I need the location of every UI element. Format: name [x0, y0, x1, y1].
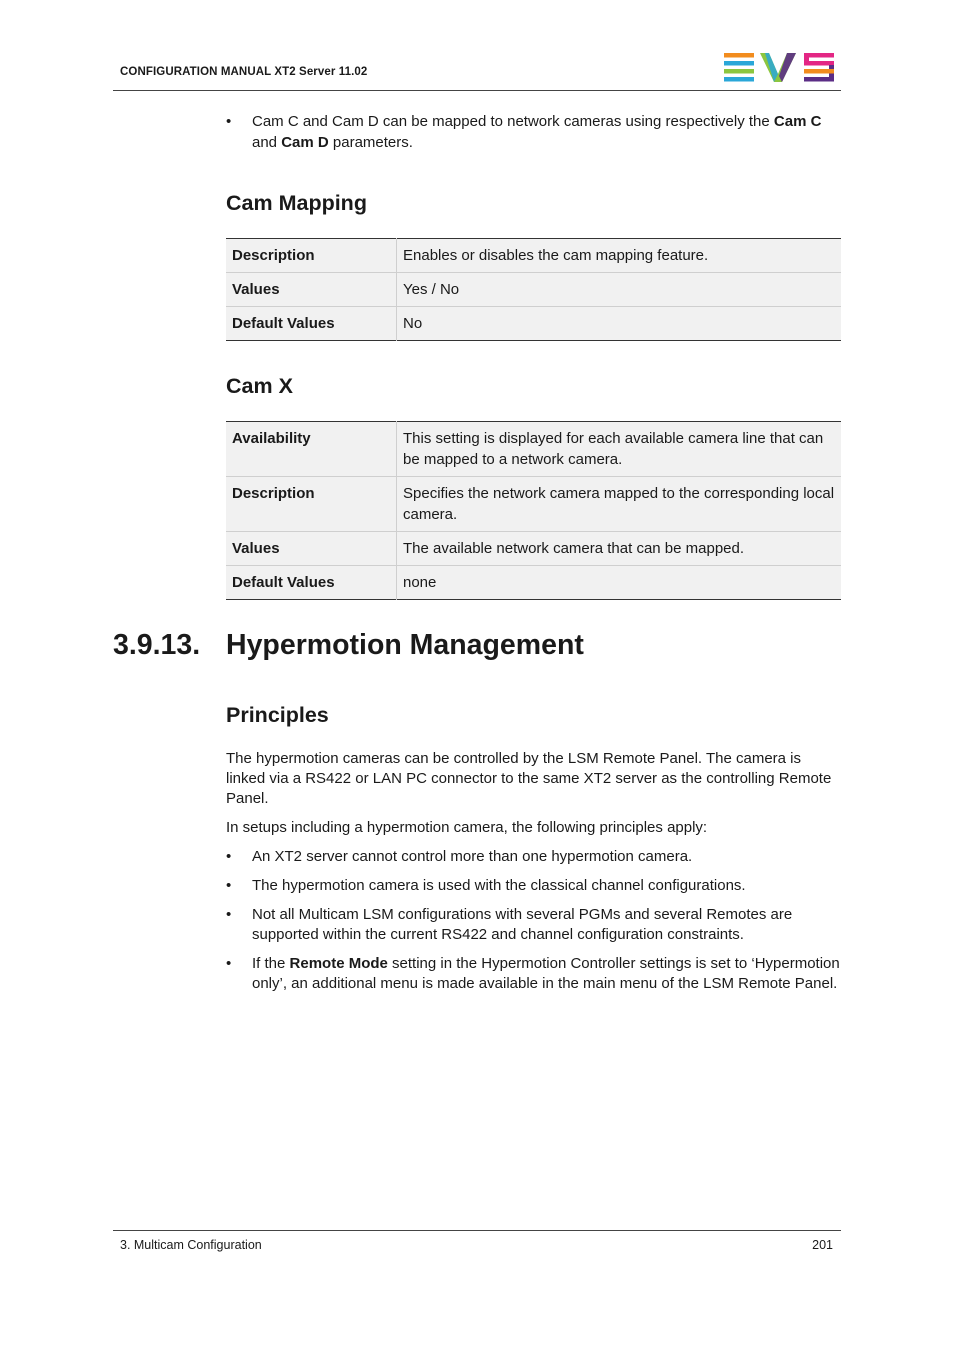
evs-logo — [724, 52, 836, 82]
param-value: Specifies the network camera mapped to the corresponding local camera. — [397, 477, 842, 532]
table-row — [226, 273, 841, 307]
param-value: This setting is displayed for each available camera line that can be mapped to a network camera. — [397, 422, 842, 477]
list-item-text: If the — [252, 955, 290, 972]
bullet-marker: • — [226, 906, 232, 923]
table-row — [226, 239, 841, 273]
list-item-text: Not all Multicam LSM configurations with several PGMs and several Remotes are supported within the current RS422 and channel configuration constraints. — [252, 906, 793, 943]
bullet-marker: • — [226, 113, 232, 130]
list-item-text: An XT2 server cannot control more than one hypermotion camera. — [252, 848, 693, 865]
intro-text: Cam C and Cam D can be mapped to network cameras using respectively the — [252, 113, 774, 130]
list-item — [226, 954, 842, 994]
footer-chapter: 3. Multicam Configuration — [120, 1238, 262, 1252]
running-header-title: CONFIGURATION MANUAL XT2 Server 11.02 — [120, 66, 368, 78]
bullet-marker: • — [226, 848, 232, 865]
list-item-text: setting in the Hypermotion Controller settings is set to ‘Hypermotion only’, an additional menu is made available in the main menu of the LSM Remote Panel. — [252, 955, 840, 992]
section-title: Hypermotion Management — [226, 629, 584, 661]
cam-mapping-table — [226, 238, 841, 341]
intro-bold-cam-c: Cam C — [773, 113, 822, 130]
bullet-marker: • — [226, 877, 232, 894]
cam-x-heading: Cam X — [226, 374, 293, 398]
header-divider — [113, 90, 841, 91]
param-key: Description — [226, 477, 397, 532]
section-number: 3.9.13. — [113, 629, 201, 661]
principles-paragraph: The hypermotion cameras can be controlled by the LSM Remote Panel. The camera is linked via a RS422 or LAN PC connector to the same XT2 server as the controlling Remote Panel. — [226, 750, 832, 807]
page-number: 201 — [812, 1238, 833, 1252]
section-heading — [113, 629, 584, 662]
principles-intro: In setups including a hypermotion camera, the following principles apply: — [226, 819, 708, 836]
cam-mapping-heading: Cam Mapping — [226, 191, 367, 215]
table-row — [226, 477, 841, 532]
table-row — [226, 422, 841, 477]
list-item-text: The hypermotion camera is used with the classical channel configurations. — [252, 877, 746, 894]
bullet-marker: • — [226, 955, 232, 972]
param-key: Values — [226, 273, 397, 307]
intro-bullet — [226, 112, 842, 153]
remote-mode-bold: Remote Mode — [289, 955, 388, 972]
param-key: Default Values — [226, 307, 397, 341]
intro-bold-cam-d: Cam D — [281, 133, 329, 151]
cam-x-table — [226, 421, 841, 600]
footer-divider — [113, 1230, 841, 1231]
param-key: Description — [226, 239, 397, 273]
table-row — [226, 307, 841, 341]
list-item — [226, 847, 842, 867]
table-row — [226, 566, 841, 600]
param-key: Availability — [226, 422, 397, 477]
param-key: Default Values — [226, 566, 397, 600]
param-value: none — [397, 566, 842, 600]
list-item — [226, 905, 842, 945]
intro-text: and — [252, 133, 282, 151]
param-value: Enables or disables the cam mapping feature. — [397, 239, 842, 273]
param-value: Yes / No — [397, 273, 842, 307]
param-value: No — [397, 307, 842, 341]
principles-heading: Principles — [226, 703, 329, 727]
param-key: Values — [226, 532, 397, 566]
intro-text: parameters. — [328, 133, 413, 151]
table-row — [226, 532, 841, 566]
param-value: The available network camera that can be mapped. — [397, 532, 842, 566]
list-item — [226, 876, 842, 896]
principles-list — [226, 847, 842, 994]
